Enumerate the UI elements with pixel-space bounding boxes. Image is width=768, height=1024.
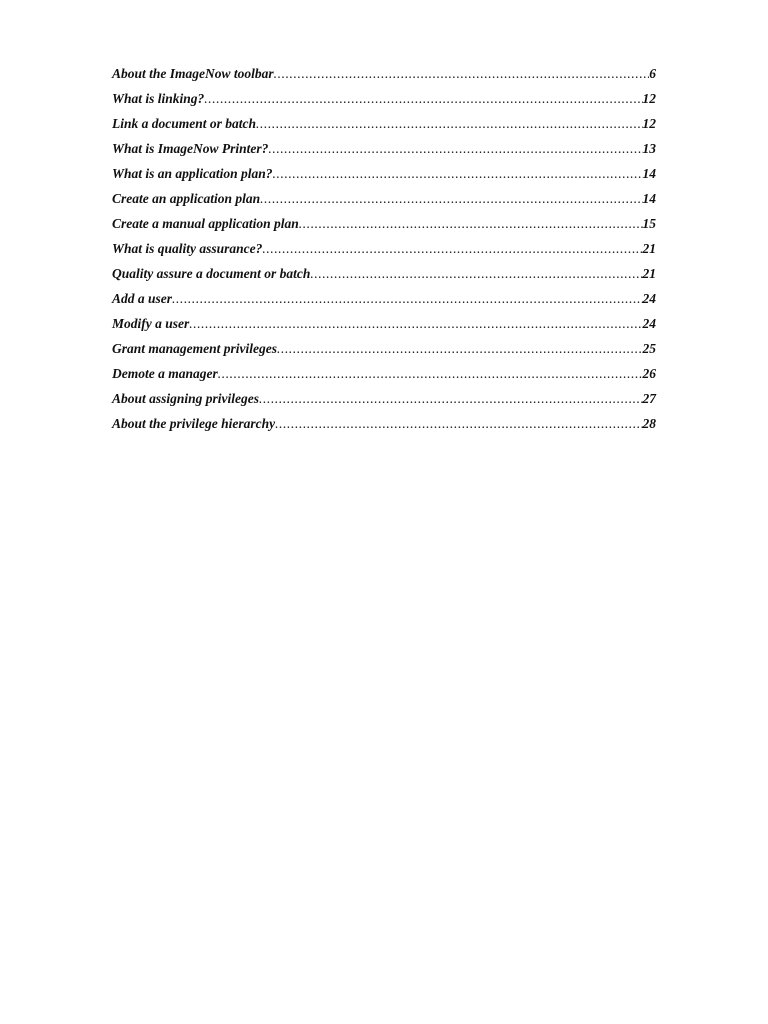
toc-entry-title: Add a user	[112, 291, 173, 306]
toc-entry-title: Modify a user	[112, 316, 190, 331]
toc-entry[interactable]	[112, 166, 656, 191]
toc-entry-page: 12	[642, 116, 656, 131]
toc-entry-page: 21	[642, 266, 656, 281]
table-of-contents	[112, 66, 656, 441]
toc-entry-page: 21	[642, 241, 656, 256]
toc-entry[interactable]	[112, 391, 656, 416]
toc-dot-leader	[310, 266, 642, 282]
toc-entry[interactable]	[112, 266, 656, 291]
toc-dot-leader	[189, 316, 642, 332]
toc-entry-page: 27	[642, 391, 656, 406]
toc-dot-leader	[256, 116, 642, 132]
toc-entry[interactable]	[112, 341, 656, 366]
toc-dot-leader	[204, 91, 642, 107]
toc-entry-page: 24	[642, 291, 656, 306]
toc-entry-title: Create a manual application plan	[112, 216, 299, 231]
toc-dot-leader	[299, 216, 643, 232]
toc-entry-page: 6	[649, 66, 656, 81]
toc-entry[interactable]	[112, 291, 656, 316]
toc-entry-title: What is ImageNow Printer?	[112, 141, 269, 156]
toc-entry[interactable]	[112, 116, 656, 141]
toc-dot-leader	[274, 66, 650, 82]
toc-entry[interactable]	[112, 66, 656, 91]
toc-entry-title: About assigning privileges	[112, 391, 260, 406]
toc-dot-leader	[218, 366, 643, 382]
toc-entry-title: Grant management privileges	[112, 341, 277, 356]
toc-entry-title: Demote a manager	[112, 366, 218, 381]
toc-dot-leader	[277, 341, 643, 357]
toc-entry[interactable]	[112, 416, 656, 441]
toc-entry-title: About the privilege hierarchy	[112, 416, 276, 431]
toc-entry[interactable]	[112, 316, 656, 341]
toc-dot-leader	[260, 191, 642, 207]
toc-entry[interactable]	[112, 241, 656, 266]
toc-entry-title: About the ImageNow toolbar	[112, 66, 274, 81]
toc-dot-leader	[275, 416, 642, 432]
toc-entry-page: 13	[642, 141, 656, 156]
toc-entry-page: 12	[642, 91, 656, 106]
toc-entry-page: 24	[642, 316, 656, 331]
toc-entry-title: What is an application plan?	[112, 166, 273, 181]
toc-dot-leader	[172, 291, 642, 307]
toc-entry-title: What is linking?	[112, 91, 205, 106]
toc-entry-page: 15	[642, 216, 656, 231]
toc-entry[interactable]	[112, 141, 656, 166]
toc-entry[interactable]	[112, 191, 656, 216]
toc-dot-leader	[268, 141, 642, 157]
toc-entry-page: 14	[642, 166, 656, 181]
toc-entry-title: Create an application plan	[112, 191, 261, 206]
toc-entry[interactable]	[112, 366, 656, 391]
toc-dot-leader	[259, 391, 642, 407]
toc-entry-page: 14	[642, 191, 656, 206]
toc-entry-title: Link a document or batch	[112, 116, 257, 131]
toc-entry[interactable]	[112, 91, 656, 116]
toc-entry-page: 26	[642, 366, 656, 381]
toc-entry[interactable]	[112, 216, 656, 241]
toc-entry-page: 28	[642, 416, 656, 431]
toc-entry-title: What is quality assurance?	[112, 241, 263, 256]
toc-entry-title: Quality assure a document or batch	[112, 266, 311, 281]
toc-dot-leader	[273, 166, 643, 182]
toc-dot-leader	[262, 241, 642, 257]
toc-entry-page: 25	[642, 341, 656, 356]
